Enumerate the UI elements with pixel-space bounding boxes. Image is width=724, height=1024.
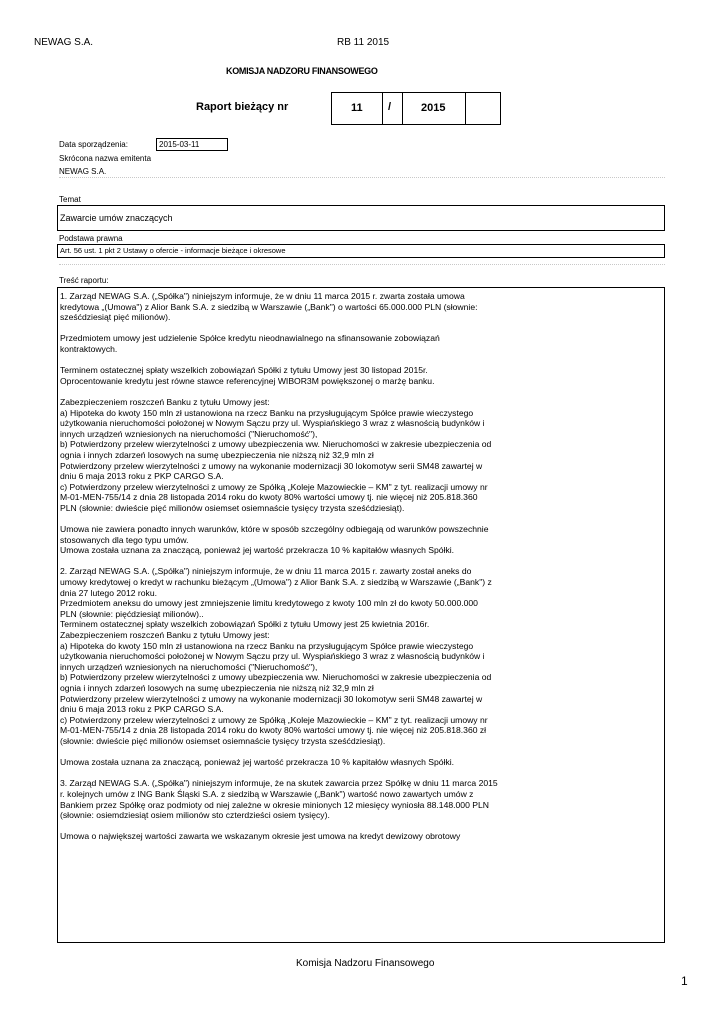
report-year-box (402, 92, 501, 125)
content-paragraph: 3. Zarząd NEWAG S.A. („Spółka") niniejszym informuje, że na skutek zawarcia przez Spółkę w dniu 11 marca 2015 r. kolejnych umów z ING Bank Śląski S.A. z siedzibą w Warszawie („Bank") wartość nowo zawartych umów z Bankiem przez Spółkę oraz podmioty od niej zależne w okresie minionych 12 miesięcy wyniosła 88.148.000 PLN (słownie: osiemdziesiąt osiem milionów sto czterdzieści osiem tysięcy). (60, 778, 498, 821)
report-slash: / (388, 101, 392, 113)
legal-separator (59, 264, 665, 265)
commission-title: KOMISJA NADZORU FINANSOWEGO (226, 66, 378, 76)
legal-basis-value: Art. 56 ust. 1 pkt 2 Ustawy o ofercie - informacje bieżące i okresowe (57, 244, 665, 258)
subject-value: Zawarcie umów znaczących (57, 205, 665, 231)
report-slash-frame (382, 92, 402, 125)
content-paragraph: Umowa nie zawiera ponadto innych warunków, które w sposób szczególny odbiegają od warunków powszechnie stosowanych dla tego typu umów. Umowa została uznana za znaczącą, ponieważ jej wartość przekracza 10 % kapitałów własnych Spółki. (60, 524, 489, 556)
footer-commission: Komisja Nadzoru Finansowego (296, 958, 435, 969)
content-paragraph: Umowa została uznana za znaczącą, ponieważ jej wartość przekracza 10 % kapitałów własnych Spółki. (60, 757, 455, 768)
content-paragraph: 2. Zarząd NEWAG S.A. („Spółka") niniejszym informuje, że w dniu 11 marca 2015 r. zawarty został aneks do umowy kredytowej o kredyt w rachunku bieżącym „(Umowa") z Alior Bank S.A. z siedzibą w Warszawie („Bank") z dnia 27 lutego 2012 roku. Przedmiotem aneksu do umowy jest zmniejszenie limitu kredytowego z kwoty 100 mln zł do kwoty 50.000.000 PLN (słownie: pięćdziesiąt milionów).. Terminem ostatecznej spłaty wszelkich zobowiązań Spółki z tytułu Umowy jest 25 kwietnia 2016r. Zabezpieczeniem roszczeń Banku z tytułu Umowy jest: a) Hipoteka do kwoty 150 mln zł ustanowiona na rzecz Banku na przysługującym Spółce prawie wieczystego użytkowania nieruchomości położonej w Nowym Sączu przy ul. Wyspiańskiego 3 wraz z własnością budynków i innych urządzeń wzniesionych na nieruchomości ("Nieruchomość"), b) Potwierdzony przelew wierzytelności z umowy ubezpieczenia ww. Nieruchomości w zakresie ubezpieczenia od ognia i innych zdarzeń losowych na sumę ubezpieczenia nie niższą niż 32,9 mln zł Potwierdzony przelew wierzytelności z umowy na wykonanie modernizacji 30 lokomotyw serii SM48 zawartej w dniu 6 maja 2013 roku z PKP CARGO S.A. c) Potwierdzony przelew wierzytelności z umowy ze Spółką „Koleje Mazowieckie – KM" z tyt. realizacji umowy nr M-01-MEN-755/14 z dnia 28 listopada 2014 roku do kwoty 80% wartości umowy tj. nie więcej niż 205.818.360 zł (słownie: dwieście pięć milionów osiemset osiemnaście tysięcy trzysta sześćdziesiąt). (60, 566, 492, 746)
legal-basis-label: Podstawa prawna (59, 234, 123, 243)
header-report-code: RB 11 2015 (337, 37, 390, 48)
content-paragraph: Terminem ostatecznej spłaty wszelkich zobowiązań Spółki z tytułu Umowy jest 30 listopad 2015r. Oprocentowanie kredytu jest równe stawce referencyjnej WIBOR3M powiększonej o marżę banku. (60, 365, 435, 386)
content-body (60, 291, 664, 842)
number-box-right (382, 92, 383, 125)
report-number: 11 (351, 102, 363, 114)
content-paragraph: Zabezpieczeniem roszczeń Banku z tytułu Umowy jest: a) Hipoteka do kwoty 150 mln zł ustanowiona na rzecz Banku na przysługującym Spółce prawie wieczystego użytkowania nieruchomości położonej w Nowym Sączu przy ul. Wyspiańskiego 3 wraz z własnością budynków i innych urządzeń wzniesionych na nieruchomości ("Nieruchomość"), b) Potwierdzony przelew wierzytelności z umowy ubezpieczenia ww. Nieruchomości w zakresie ubezpieczenia od ognia i innych zdarzeń losowych na sumę ubezpieczenia nie niższą niż 32,9 mln zł Potwierdzony przelew wierzytelności z umowy na wykonanie modernizacji 30 lokomotyw serii SM48 zawartej w dniu 6 maja 2013 roku z PKP CARGO S.A. c) Potwierdzony przelew wierzytelności z umowy ze Spółką „Koleje Mazowieckie – KM" z tyt. realizacji umowy nr M-01-MEN-755/14 z dnia 28 listopada 2014 roku do kwoty 80% wartości umowy tj. nie więcej niż 205.818.360 PLN (słownie: dwieście pięć milionów osiemset osiemnaście tysięcy trzysta sześćdziesiąt). (60, 396, 492, 513)
report-number-box (331, 92, 382, 125)
report-title-label: Raport bieżący nr (196, 101, 289, 113)
report-year: 2015 (421, 102, 446, 114)
date-value: 2015-03-11 (156, 138, 228, 151)
issuer-label: Skrócona nazwa emitenta (59, 154, 152, 163)
page-number: 1 (681, 974, 688, 988)
content-label: Treść raportu: (59, 276, 109, 285)
content-paragraph: 1. Zarząd NEWAG S.A. („Spółka") niniejszym informuje, że w dniu 11 marca 2015 r. zwarta została umowa kredytowa „(Umowa") z Alior Bank S.A. z siedzibą w Warszawie („Bank") o wartości 65.000.000 PLN (słownie: sześćdziesiąt pięć milionów). (60, 291, 478, 323)
subject-label: Temat (59, 195, 81, 204)
issuer-separator (59, 177, 665, 178)
content-paragraph: Umowa o największej wartości zawarta we wskazanym okresie jest umowa na kredyt dewizowy obrotowy (60, 831, 461, 842)
header-company: NEWAG S.A. (34, 37, 94, 48)
issuer-value: NEWAG S.A. (59, 167, 107, 176)
content-box (57, 287, 665, 943)
date-label: Data sporządzenia: (59, 140, 128, 149)
year-box-divider (465, 93, 466, 124)
content-paragraph: Przedmiotem umowy jest udzielenie Spółce kredytu nieodnawialnego na sfinansowanie zobowiązań kontraktowych. (60, 333, 440, 354)
